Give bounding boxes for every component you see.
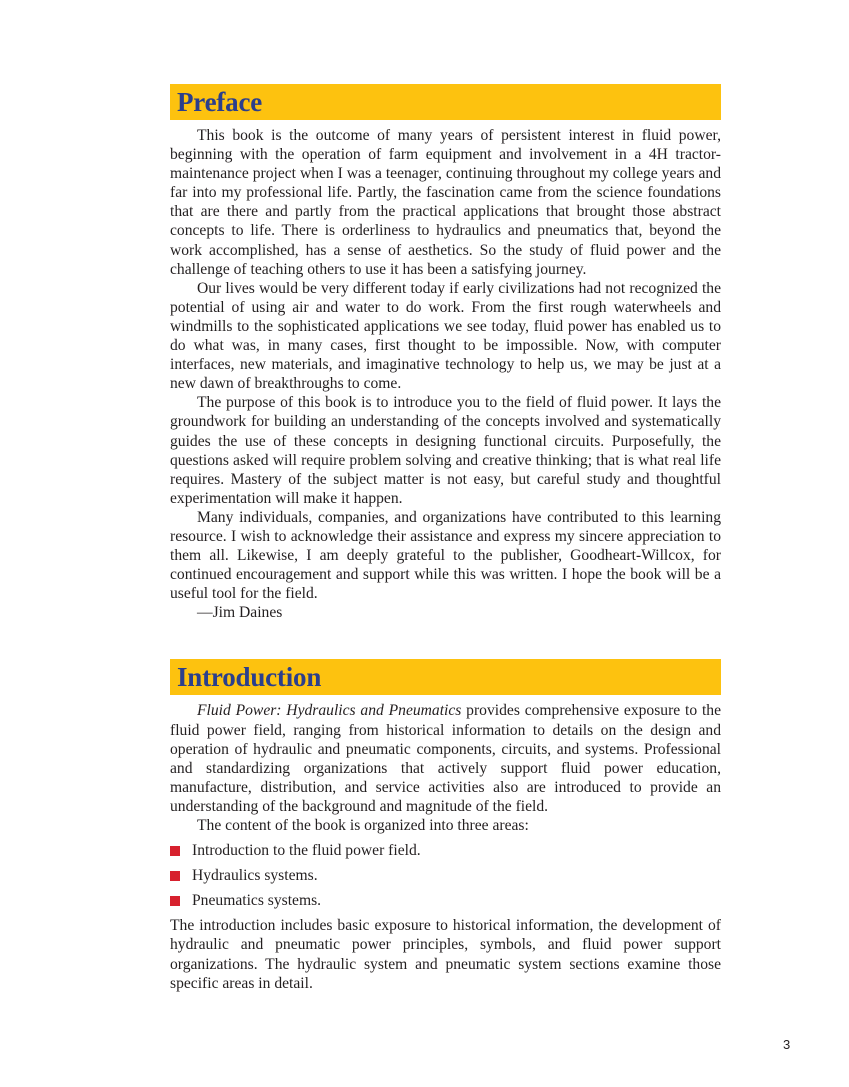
red-square-bullet-icon [170, 896, 180, 906]
book-page [170, 84, 721, 993]
red-square-bullet-icon [170, 846, 180, 856]
author-signature: —Jim Daines [197, 604, 283, 622]
introduction-paragraph-2: The content of the book is organized into three areas: [197, 817, 529, 834]
list-item-text: Hydraulics systems. [192, 867, 318, 885]
introduction-title: Introduction [177, 662, 322, 693]
content-areas-list [170, 841, 721, 910]
page-number: 3 [783, 1037, 791, 1052]
preface-paragraph-2: Our lives would be very different today if early civilizations had not recognized the potential of using air and water to do work. From the first rough waterwheels and windmills to the sophisticated applications we see today, fluid power has enabled us to do what was, in many cases, first thought to be impossible. Now, with computer interfaces, new materials, and imaginative technology to help us, we may be just at a new dawn of breakthroughs to come. [170, 279, 721, 393]
introduction-closing-paragraph: The introduction includes basic exposure to historical information, the development of hydraulic and pneumatic power principles, symbols, and fluid power support organizations. The hydraulic system and pneumatic system sections examine those specific areas in detail. [170, 917, 721, 992]
preface-paragraph-3: The purpose of this book is to introduce you to the field of fluid power. It lays the groundwork for building an understanding of the concepts involved and systematically guides the use of these concepts in designing functional circuits. Purposefully, the questions asked will require problem solving and creative thinking; that is what real life requires. Mastery of the subject matter is not easy, but careful study and thoughtful experimentation will make it happen. [170, 394, 721, 507]
introduction-section [170, 659, 721, 992]
introduction-paragraph-1 [170, 701, 721, 816]
preface-paragraph-1: This book is the outcome of many years of persistent interest in fluid power, beginning with the operation of farm equipment and involvement in a 4H tractor-maintenance project when I was a teenager, continuing throughout my college years and far into my professional life. Partly, the fascination came from the science foundations that are there and partly from the practical applications that brought those abstract concepts to life. There is orderliness to hydraulics and pneumatics that, beyond the work accomplished, has a sense of aesthetics. So the study of fluid power and the challenge of teaching others to use it has been a satisfying journey. [170, 127, 721, 278]
preface-section [170, 84, 721, 622]
preface-header-bar [170, 84, 721, 120]
list-item-text: Introduction to the fluid power field. [192, 842, 421, 860]
introduction-header-bar [170, 659, 721, 695]
list-item-text: Pneumatics systems. [192, 892, 322, 910]
list-item [170, 841, 721, 860]
preface-paragraph-4: Many individuals, companies, and organizations have contributed to this learning resource. I wish to acknowledge their assistance and express my sincere appreciation to them all. Likewise, I am deeply grateful to the publisher, Goodheart-Willcox, for continued encouragement and support while this was written. I hope the book will be a useful tool for the field. [170, 508, 721, 603]
introduction-body [170, 701, 721, 992]
preface-title: Preface [177, 87, 263, 117]
list-item [170, 891, 721, 910]
red-square-bullet-icon [170, 871, 180, 881]
book-title-italic: Fluid Power: Hydraulics and Pneumatics [197, 702, 462, 720]
preface-body [170, 126, 721, 622]
list-item [170, 866, 721, 885]
introduction-paragraph-1-text: provides comprehensive exposure to the fluid power field, ranging from historical information to details on the design and operation of hydraulic and pneumatic components, circuits, and systems. Professional and standardizing organizations that actively support fluid power education, manufacture, distribution, and service activities also are introduced to provide an understanding of the background and magnitude of the field. [170, 702, 721, 815]
